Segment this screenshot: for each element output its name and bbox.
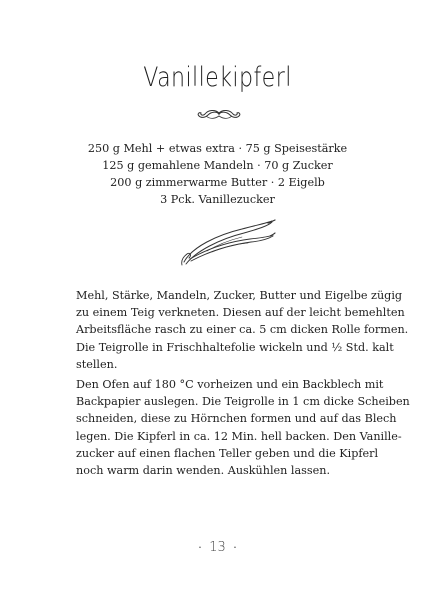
text-line: zucker auf einen flachen Teller geben und die Kipferl: [76, 446, 379, 460]
ingredient-line: 125 g gemahlene Mandeln · 70 g Zucker: [102, 159, 333, 172]
instruction-paragraph: [76, 287, 409, 373]
text-line: Die Teigrolle in Frischhaltefolie wickeln und ½ Std. kalt: [76, 340, 394, 354]
folio-dot: ·: [198, 541, 202, 554]
ingredient-list: [0, 140, 435, 208]
ingredient-line: 250 g Mehl + etwas extra · 75 g Speisestärke: [87, 142, 348, 155]
ingredient-line: 3 Pck. Vanillezucker: [160, 193, 275, 206]
page-number-value: 13: [209, 540, 226, 555]
text-line: legen. Die Kipferl in ca. 12 Min. hell backen. Den Vanille-: [76, 429, 402, 443]
ingredient-line: 200 g zimmerwarme Butter · 2 Eigelb: [110, 176, 325, 189]
text-line: stellen.: [76, 357, 118, 371]
page-number: [0, 540, 435, 555]
vanilla-pod-icon: [172, 207, 276, 269]
text-line: schneiden, diese zu Hörnchen formen und auf das Blech: [76, 412, 397, 426]
text-line: noch warm darin wenden. Auskühlen lassen.: [76, 464, 331, 478]
instruction-paragraph: [76, 376, 410, 479]
text-line: Den Ofen auf 180 °C vorheizen und ein Backblech mit: [76, 378, 384, 391]
folio-dot: ·: [233, 541, 237, 554]
text-line: zu einem Teig verkneten. Diesen auf der leicht bemehlten: [76, 306, 405, 320]
recipe-title: Vanillekipferl: [143, 62, 292, 93]
text-line: Backpapier auslegen. Die Teigrolle in 1 cm dicke Scheiben: [76, 395, 410, 409]
text-line: Mehl, Stärke, Mandeln, Zucker, Butter und Eigelbe zügig: [76, 289, 403, 302]
text-line: Arbeitsfläche rasch zu einer ca. 5 cm dicken Rolle formen.: [76, 323, 409, 337]
mustache-icon: [196, 108, 242, 126]
